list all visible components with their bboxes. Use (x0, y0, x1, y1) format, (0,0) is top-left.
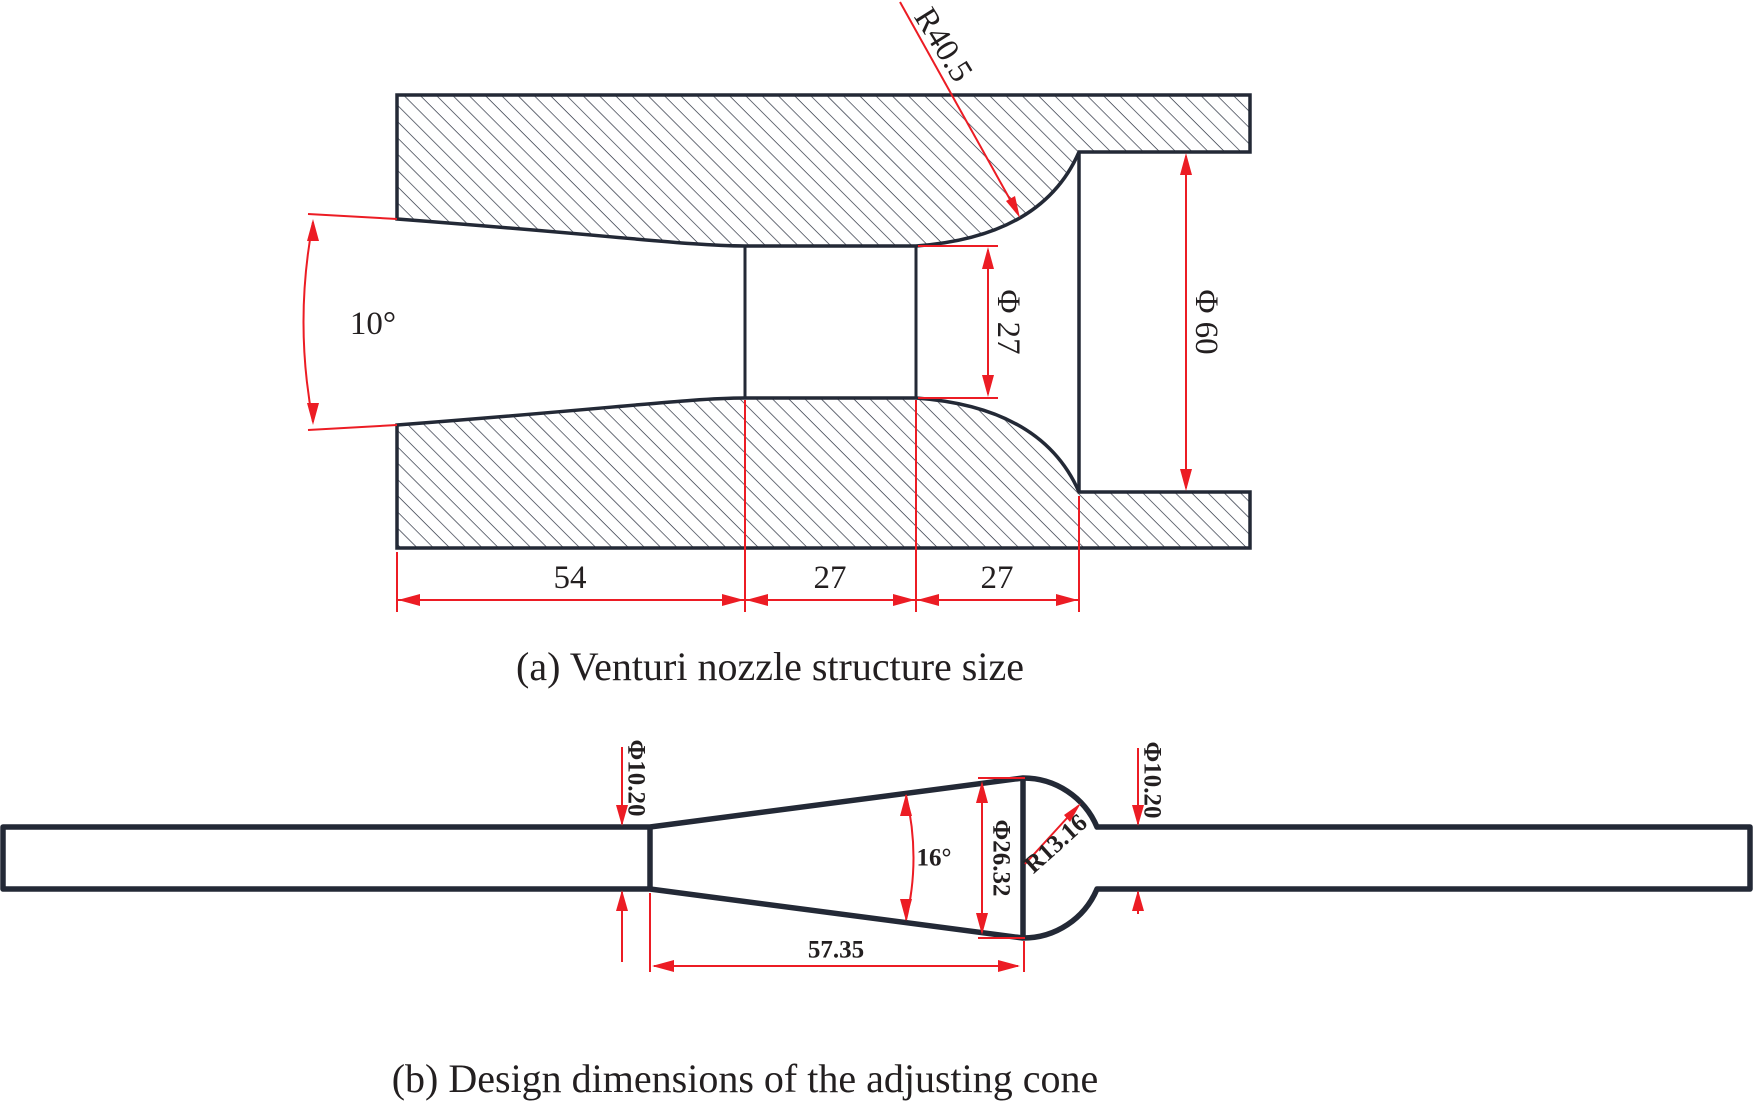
arrow (1180, 153, 1192, 175)
nozzle-upper-wall-section (397, 95, 1250, 246)
arrow (998, 960, 1020, 972)
dim-label-diffuser-length: 27 (980, 560, 1014, 596)
arrow (982, 247, 994, 269)
arrow (746, 594, 768, 606)
arrow (307, 219, 319, 241)
arrow (1180, 469, 1192, 491)
figure-b-caption: (b) Design dimensions of the adjusting cone (391, 1056, 1099, 1101)
arrow (917, 594, 939, 606)
angle-ext-top (308, 214, 397, 219)
nozzle-lower-wall-section (397, 398, 1250, 548)
arrow (398, 594, 420, 606)
arrow (900, 794, 912, 816)
dim-label-cone-length: 57.35 (807, 936, 865, 964)
dim-label-cone-base-diameter: Φ26.32 (987, 819, 1015, 897)
dim-label-inlet-angle: 10° (349, 306, 397, 342)
arrow (652, 960, 674, 972)
arrow (1056, 594, 1078, 606)
dim-label-inlet-length: 54 (553, 560, 587, 596)
dim-label-cap-radius: R13.16 (1019, 809, 1093, 879)
dim-label-throat-diameter: Φ 27 (990, 289, 1026, 355)
figure-a-caption: (a) Venturi nozzle structure size (516, 644, 1024, 689)
arrow (307, 403, 319, 425)
dim-label-cone-angle: 16° (916, 844, 952, 872)
dim-label-left-rod-diameter: Φ10.20 (622, 739, 650, 817)
adjusting-cone-outline (3, 778, 1750, 938)
arrow (1132, 890, 1144, 911)
arrow (722, 594, 744, 606)
dim-label-right-rod-diameter: Φ10.20 (1138, 741, 1166, 819)
arrow (982, 375, 994, 397)
dim-label-outlet-diameter: Φ 60 (1188, 289, 1224, 355)
arrow (900, 899, 912, 921)
dim-label-radius: R40.5 (906, 1, 980, 89)
dim-label-throat-length: 27 (813, 560, 847, 596)
figure-b-arrowheads (616, 781, 1144, 972)
arrow (893, 594, 915, 606)
arrow (616, 890, 628, 911)
figure-b-adjusting-cone (3, 740, 1750, 1101)
angle-arc (304, 222, 314, 422)
angle-ext-bottom (308, 425, 397, 430)
figure-a-venturi-nozzle (304, 2, 1251, 689)
figure-b-dimension-lines (622, 747, 1138, 972)
